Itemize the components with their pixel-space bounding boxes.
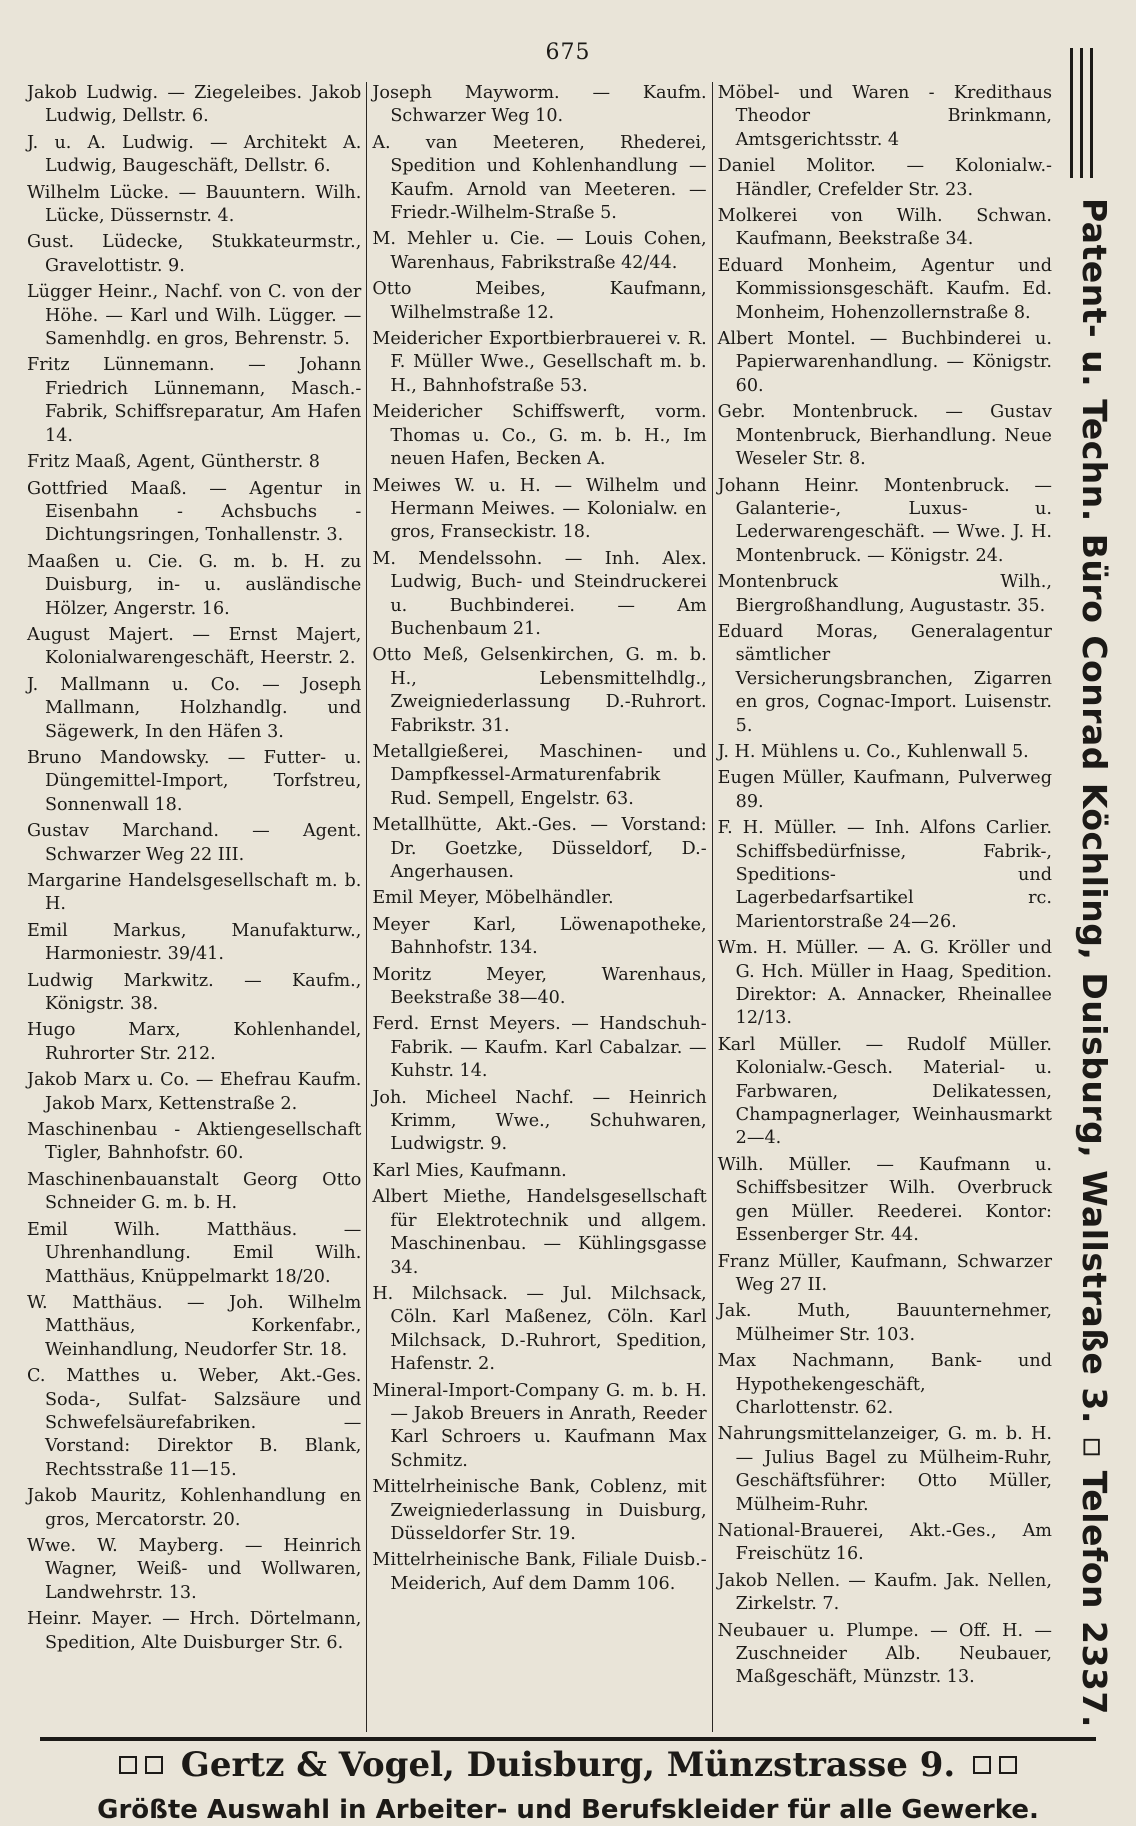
directory-entry: Gust. Lüdecke, Stukkateurmstr., Gravelottistr. 9. [27,232,362,276]
column-left [22,82,367,1732]
directory-entry: Otto Meß, Gelsenkirchen, G. m. b. H., Lebensmittelhdlg., Zweigniederlassung D.-Ruhrort. Fabrikstr. 31. [372,645,707,736]
directory-entry: Karl Mies, Kaufmann. [372,1160,567,1181]
directory-entry: Nahrungsmittelanzeiger, G. m. b. H. — Julius Bagel zu Mülheim-Ruhr, Geschäftsführer: Otto Müller, Mülheim-Ruhr. [717,1424,1052,1515]
footer-advertisement-line-2: Größte Auswahl in Arbeiter- und Berufskleider für alle Gewerke. [97,1795,1039,1825]
directory-entry: Mineral-Import-Company G. m. b. H. — Jakob Breuers in Anrath, Reeder Karl Schroers u. Kaufmann Max Schmitz. [372,1380,707,1471]
directory-entry: J. Mallmann u. Co. — Joseph Mallmann, Holzhandlg. und Sägewerk, In den Häfen 3. [27,674,362,742]
directory-entry: Wilh. Müller. — Kaufmann u. Schiffsbesitzer Wilh. Overbruck gen Müller. Reederei. Kontor: Essenberger Str. 44. [717,1154,1052,1246]
directory-entry: A. van Meeteren, Rhederei, Spedition und Kohlenhandlung —Kaufm. Arnold van Meeteren. — Friedr.-Wilhelm-Straße 5. [372,132,707,224]
directory-entry: Otto Meibes, Kaufmann, Wilhelmstraße 12. [372,279,707,323]
directory-entry: Moritz Meyer, Warenhaus, Beekstraße 38—40. [372,964,707,1009]
directory-entry: Jakob Nellen. — Kaufm. Jak. Nellen, Zirkelstr. 7. [717,1570,1052,1615]
directory-entry: Emil Wilh. Matthäus. — Uhrenhandlung. Emil Wilh. Matthäus, Knüppelmarkt 18/20. [27,1219,362,1287]
directory-entry: M. Mendelssohn. — Inh. Alex. Ludwig, Buch- und Steindruckerei u. Buchbinderei. — Am Buchenbaum 21. [372,548,707,639]
side-rule [1080,48,1083,178]
ornament-boxes-right [973,1756,1017,1774]
directory-entry: Metallgießerei, Maschinen- und Dampfkessel-Armaturenfabrik Rud. Sempell, Engelstr. 63. [372,741,707,809]
directory-entry: Fritz Lünnemann. — Johann Friedrich Lünnemann, Masch.-Fabrik, Schiffsreparatur, Am Hafen 14. [27,355,362,446]
directory-entry: Joh. Micheel Nachf. — Heinrich Krimm, Wwe., Schuhwaren, Ludwigstr. 9. [372,1087,707,1155]
directory-entry: Meiwes W. u. H. — Wilhelm und Hermann Meiwes. — Kolonialw. en gros, Franseckistr. 18. [372,475,707,543]
directory-entry: Eduard Monheim, Agentur und Kommissionsgeschäft. Kaufm. Ed. Monheim, Hohenzollernstraße 8. [717,255,1052,323]
directory-entry: Ferd. Ernst Meyers. — Handschuh-Fabrik. — Kaufm. Karl Cabalzar. — Kuhstr. 14. [372,1014,707,1082]
directory-entry: Karl Müller. — Rudolf Müller. Kolonialw.-Gesch. Material- u. Farbwaren, Delikatessen, Champagnerlager, Weinhausmarkt 2—4. [717,1034,1052,1149]
directory-entry: Heinr. Mayer. — Hrch. Dörtelmann, Spedition, Alte Duisburger Str. 6. [27,1609,362,1653]
directory-entry: Eduard Moras, Generalagentur sämtlicher Versicherungsbranchen, Zigarren en gros, Cognac-Import. Luisenstr. 5. [717,621,1052,736]
directory-entry: Mittelrheinische Bank, Coblenz, mit Zweigniederlassung in Duisburg, Düsseldorfer Str. 19. [372,1477,707,1544]
directory-entry: National-Brauerei, Akt.-Ges., Am Freischütz 16. [717,1520,1052,1565]
directory-entry: Max Nachmann, Bank- und Hypothekengeschäft, Charlottenstr. 62. [717,1351,1052,1418]
directory-entry: Metallhütte, Akt.-Ges. — Vorstand: Dr. Goetzke, Düsseldorf, D.-Angerhausen. [372,815,707,882]
column-middle [367,82,712,1732]
directory-entry: M. Mehler u. Cie. — Louis Cohen, Warenhaus, Fabrikstraße 42/44. [372,229,707,273]
directory-entry: C. Matthes u. Weber, Akt.-Ges. Soda-, Sulfat- Salzsäure und Schwefelsäurefabriken. — Vorstand: Direktor B. Blank, Rechtsstraße 11—15. [27,1366,362,1480]
directory-entry: Emil Markus, Manufakturw., Harmoniestr. 39/41. [27,920,362,965]
directory-entry: Meyer Karl, Löwenapotheke, Bahnhofstr. 134. [372,914,707,959]
footer-advertisement-line-1: Gertz & Vogel, Duisburg, Münzstrasse 9. [180,1745,956,1785]
directory-entry: Molkerei von Wilh. Schwan. Kaufmann, Beekstraße 34. [717,206,1052,250]
directory-entry: Maaßen u. Cie. G. m. b. H. zu Duisburg, in- u. ausländische Hölzer, Angerstr. 16. [27,551,362,619]
side-rule [1070,48,1073,178]
directory-entry: Albert Montel. — Buchbinderei u. Papierwarenhandlung. — Königstr. 60. [717,329,1052,396]
directory-entry: Mittelrheinische Bank, Filiale Duisb.-Meiderich, Auf dem Damm 106. [372,1550,707,1594]
directory-entry: Wilhelm Lücke. — Bauuntern. Wilh. Lücke, Düssernstr. 4. [27,182,362,227]
directory-entry: Gebr. Montenbruck. — Gustav Montenbruck, Bierhandlung. Neue Weseler Str. 8. [717,402,1052,470]
directory-entry: F. H. Müller. — Inh. Alfons Carlier. Schiffsbedürfnisse, Fabrik-, Speditions- und Lagerbedarfsartikel rc. Marientorstraße 24—26. [717,818,1052,932]
directory-entry: Jakob Marx u. Co. — Ehefrau Kaufm. Jakob Marx, Kettenstraße 2. [27,1070,362,1114]
directory-entry: Maschinenbauanstalt Georg Otto Schneider G. m. b. H. [27,1169,362,1214]
directory-entry: Emil Meyer, Möbelhändler. [372,888,614,909]
directory-entry: H. Milchsack. — Jul. Milchsack, Cöln. Karl Maßenez, Cöln. Karl Milchsack, D.-Ruhrort, Spedition, Hafenstr. 2. [372,1283,707,1375]
directory-entry: Montenbruck Wilh., Biergroßhandlung, Augustastr. 35. [717,572,1052,616]
directory-entry: Wwe. W. Mayberg. — Heinrich Wagner, Weiß- und Wollwaren, Landwehrstr. 13. [27,1535,362,1603]
page-number: 675 [545,40,591,65]
column-right [713,82,1057,1732]
directory-entry: Meidericher Schiffswerft, vorm. Thomas u. Co., G. m. b. H., Im neuen Hafen, Becken A. [372,402,707,470]
directory-entry: Daniel Molitor. — Kolonialw.-Händler, Crefelder Str. 23. [717,156,1052,200]
directory-entry: Jak. Muth, Bauunternehmer, Mülheimer Str. 103. [717,1301,1052,1345]
directory-entry: Jakob Ludwig. — Ziegeleibes. Jakob Ludwig, Dellstr. 6. [27,83,362,127]
directory-entry: August Majert. — Ernst Majert, Kolonialwarengeschäft, Heerstr. 2. [27,624,362,669]
directory-entry: Gustav Marchand. — Agent. Schwarzer Weg 22 III. [27,821,362,865]
directory-entry: Johann Heinr. Montenbruck. — Galanterie-, Luxus- u. Lederwarengeschäft. — Wwe. J. H. Montenbruck. — Königstr. 24. [717,475,1052,566]
side-rule [1090,48,1093,178]
directory-entry: Joseph Mayworm. — Kaufm. Schwarzer Weg 10. [372,83,707,127]
directory-entry: Albert Miethe, Handelsgesellschaft für Elektrotechnik und allgem. Maschinenbau. — Kühlingsgasse 34. [372,1187,707,1278]
directory-columns [22,82,1057,1732]
footer-rule-top [40,1737,1096,1741]
directory-entry: J. u. A. Ludwig. — Architekt A. Ludwig, Baugeschäft, Dellstr. 6. [27,132,362,177]
footer-advertisement [0,1745,1136,1785]
directory-entry: Neubauer u. Plumpe. — Off. H. — Zuschneider Alb. Neubauer, Maßgeschäft, Münzstr. 13. [717,1620,1052,1688]
directory-entry: Möbel- und Waren - Kredithaus Theodor Brinkmann, Amtsgerichtsstr. 4 [717,83,1052,150]
directory-entry: Margarine Handelsgesellschaft m. b. H. [27,871,362,915]
directory-entry: W. Matthäus. — Joh. Wilhelm Matthäus, Korkenfabr., Weinhandlung, Neudorfer Str. 18. [27,1292,362,1360]
directory-entry: Jakob Mauritz, Kohlenhandlung en gros, Mercatorstr. 20. [27,1486,362,1530]
side-advertisement [1064,48,1130,1738]
directory-entry: J. H. Mühlens u. Co., Kuhlenwall 5. [717,741,1029,762]
directory-entry: Eugen Müller, Kaufmann, Pulverweg 89. [717,768,1052,812]
directory-entry: Maschinenbau - Aktiengesellschaft Tigler, Bahnhofstr. 60. [27,1120,362,1164]
ornament-boxes-left [119,1756,163,1774]
directory-entry: Meidericher Exportbierbrauerei v. R. F. Müller Wwe., Gesellschaft m. b. H., Bahnhofstraße 53. [372,329,707,396]
side-advertisement-text: Patent- u. Techn. Büro Conrad Köchling, Duisburg, Wallstraße 3. ▫ Telefon 2337. [1075,198,1114,1728]
directory-entry: Franz Müller, Kaufmann, Schwarzer Weg 27 II. [717,1251,1052,1295]
directory-entry: Wm. H. Müller. — A. G. Kröller und G. Hch. Müller in Haag, Spedition. Direktor: A. Annacker, Rheinallee 12/13. [717,938,1052,1029]
directory-entry: Fritz Maaß, Agent, Güntherstr. 8 [27,452,320,473]
directory-entry: Gottfried Maaß. — Agentur in Eisenbahn - Achsbuchs - Dichtungsringen, Tonhallenstr. 3. [27,478,362,546]
directory-entry: Lügger Heinr., Nachf. von C. von der Höhe. — Karl und Wilh. Lügger. — Samenhdlg. en gros, Behrenstr. 5. [27,282,362,350]
directory-entry: Ludwig Markwitz. — Kaufm., Königstr. 38. [27,970,362,1015]
directory-entry: Hugo Marx, Kohlenhandel, Ruhrorter Str. 212. [27,1020,362,1064]
directory-entry: Bruno Mandowsky. — Futter- u. Düngemittel-Import, Torfstreu, Sonnenwall 18. [27,747,362,815]
